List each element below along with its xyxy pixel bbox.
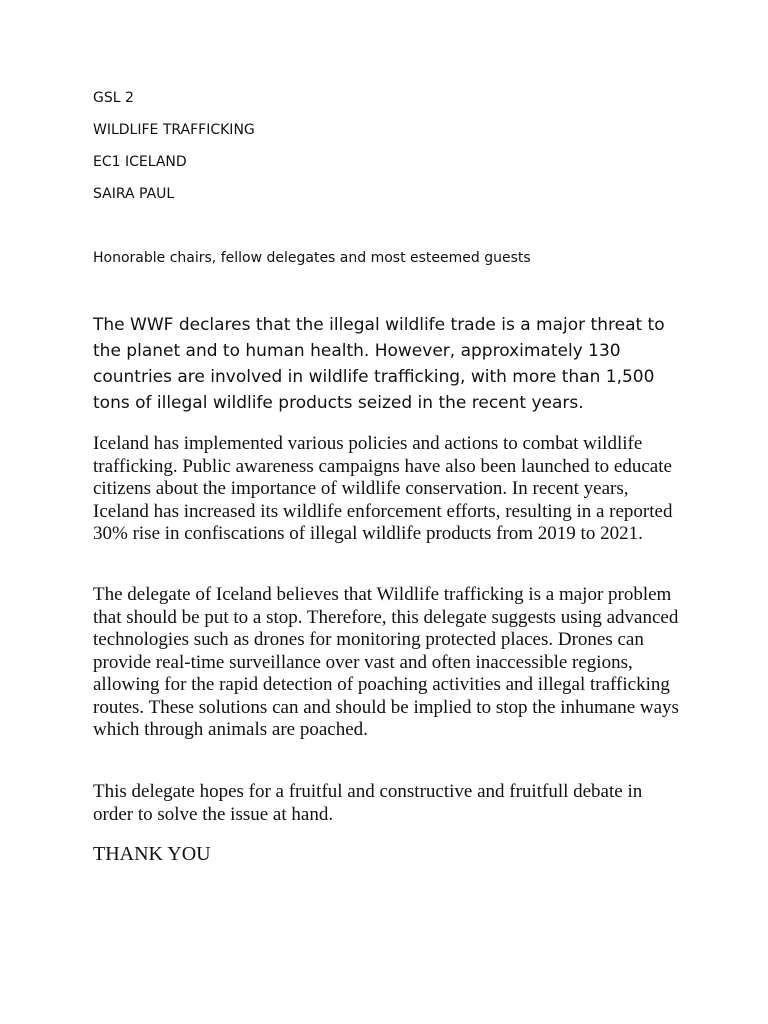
paragraph-iceland-policies: Iceland has implemented various policies and actions to combat wildlife trafficking. Public awareness campaigns have also been launched to educate citizens about the importance of wildlife conservation. In recent years, Iceland has increased its wildlife enforcement efforts, resulting in a reported 30% rise in confiscations of illegal wildlife products from 2019 to 2021. bbox=[93, 433, 673, 544]
country-label: EC1 ICELAND bbox=[93, 154, 187, 170]
committee-label: GSL 2 bbox=[93, 90, 134, 106]
delegate-name: SAIRA PAUL bbox=[93, 186, 175, 202]
topic-label: WILDLIFE TRAFFICKING bbox=[93, 122, 255, 138]
salutation: Honorable chairs, fellow delegates and most esteemed guests bbox=[93, 250, 531, 266]
paragraph-delegate-position: The delegate of Iceland believes that Wildlife trafficking is a major problem that should be put to a stop. Therefore, this delegate suggests using advanced technologies such as drones for monitoring protected places. Drones can provide real-time surveillance over vast and often inaccessible regions, allowing for the rapid detection of poaching activities and illegal trafficking routes. These solutions can and should be implied to stop the inhumane ways which through animals are poached. bbox=[93, 584, 679, 740]
closing-thank-you: THANK YOU bbox=[93, 843, 211, 865]
paragraph-hopes: This delegate hopes for a fruitful and constructive and fruitfull debate in order to solve the issue at hand. bbox=[93, 781, 643, 825]
paragraph-intro: The WWF declares that the illegal wildlife trade is a major threat to the planet and to human health. However, approximately 130 countries are involved in wildlife trafficking, with more than 1,500 tons of illegal wildlife products seized in the recent years. bbox=[93, 315, 665, 413]
